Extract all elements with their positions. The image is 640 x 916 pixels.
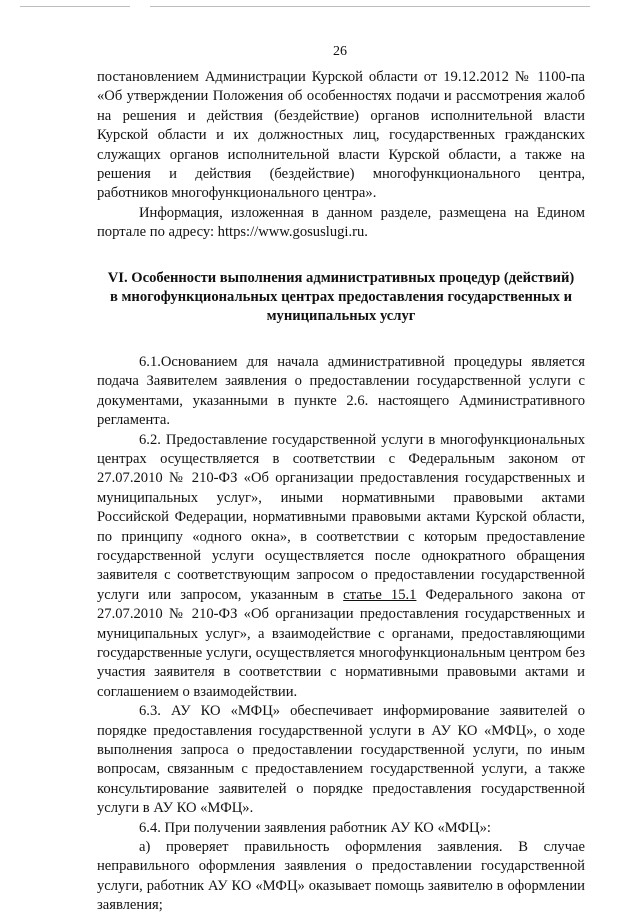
- scan-edge-line: [150, 6, 590, 7]
- paragraph-continuation: постановлением Администрации Курской области от 19.12.2012 № 1100-па «Об утверждении Положения об особенностях подачи и рассмотрения жалоб на решения и действия (бездействие) органов исполнительной власти Курской области и их должностных лиц, государственных гражданских служащих органов исполнительной власти Курской области, а также на решения и действия (бездействие) многофункционального центра, работников многофункционального центра».: [97, 69, 585, 202]
- paragraph-6-4-a: а) проверяет правильность оформления заявления. В случае неправильного оформления заявления о предоставлении государственной услуги, работник АУ КО «МФЦ» оказывает помощь заявителю в оформлении заявления;: [97, 839, 585, 914]
- paragraph-6-1: 6.1.Основанием для начала административной процедуры является подача Заявителем заявления о предоставлении государственной услуги с документами, указанными в пункте 2.6. настоящего Административного регламента.: [97, 353, 585, 429]
- paragraph-6-2-text-before: 6.2. Предоставление государственной услуги в многофункциональных центрах осуществляется в соответствии с Федеральным законом от 27.07.2010 № 210-ФЗ «Об организации предоставления государственных и муниципальных услуг», иными нормативными правовыми актами Российской Федерации, нормативными правовыми актами Курской области, по принципу «одного окна», в соответствии с которым предоставление государственной услуги осуществляется после однократного обращения заявителя с соответствующим запросом о предоставлении государственной услуги или запросом, указанным в: [97, 431, 585, 603]
- section-heading: VI. Особенности выполнения административных процедур (действий) в многофункциональных центрах предоставления государственных и муниципальных услуг: [107, 269, 575, 325]
- page-number: 26: [333, 44, 347, 59]
- paragraph-portal-info: Информация, изложенная в данном разделе, размещена на Едином портале по адресу: https://www.gosuslugi.ru.: [97, 204, 585, 241]
- document-body: [97, 68, 585, 916]
- paragraph-6-2-text-after: Федерального закона от 27.07.2010 № 210-ФЗ «Об организации предоставления государственных и муниципальных услуг», а взаимодействие с органами, предоставляющими государственные услуги, осуществляется многофункциональным центром без участия заявителя в соответствии с нормативными правовыми актами и соглашением о взаимодействии.: [97, 586, 585, 700]
- law-article-link[interactable]: статье 15.1: [343, 586, 417, 603]
- scan-edge-line-left: [20, 6, 130, 7]
- paragraph-6-3: 6.3. АУ КО «МФЦ» обеспечивает информирование заявителей о порядке предоставления государственной услуги в АУ КО «МФЦ», о ходе выполнения запроса о предоставлении государственной услуги, по иным вопросам, связанным с предоставлением государственной услуги, а также консультирование заявителей о порядке предоставления государственной услуги в АУ КО «МФЦ».: [97, 703, 585, 817]
- paragraph-6-2: [97, 431, 585, 703]
- paragraph-6-4: 6.4. При получении заявления работник АУ КО «МФЦ»:: [139, 819, 491, 836]
